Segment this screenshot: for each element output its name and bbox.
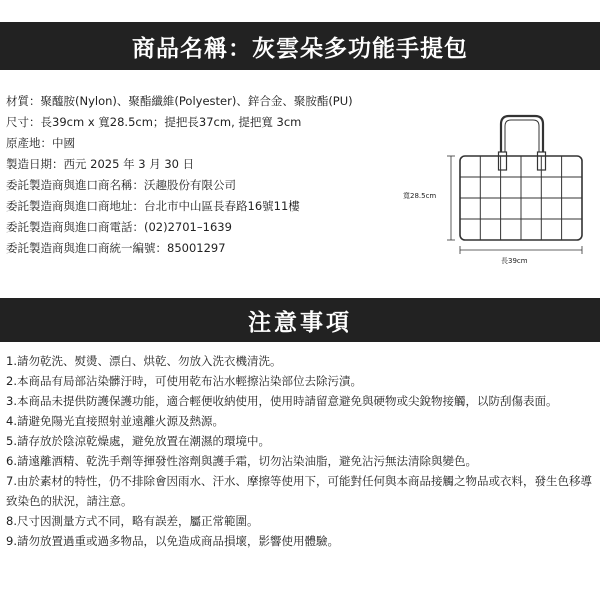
notice-number: 4. bbox=[6, 414, 17, 428]
spec-value: (02)2701–1639 bbox=[144, 220, 232, 234]
notice-item bbox=[6, 471, 596, 511]
spec-label: 委託製造商與進口商名稱： bbox=[6, 178, 144, 192]
spec-list bbox=[6, 94, 426, 262]
spec-origin bbox=[6, 136, 426, 157]
notice-text: 本商品有局部沾染髒汙時，可使用乾布沾水輕擦沾染部位去除污漬。 bbox=[16, 374, 362, 388]
spec-material bbox=[6, 94, 426, 115]
spec-value: 西元 2025 年 3 月 30 日 bbox=[63, 157, 195, 171]
notice-title: 注意事項 bbox=[248, 309, 352, 336]
spec-size bbox=[6, 115, 426, 136]
notice-number: 8. bbox=[6, 514, 17, 528]
notice-text: 由於素材的特性，仍不排除會因雨水、汗水、摩擦等使用下，可能對任何與本商品接觸之物品或衣料，發生色移導致染色的狀況，請注意。 bbox=[6, 474, 592, 508]
spec-company-phone bbox=[6, 220, 426, 241]
notice-number: 3. bbox=[6, 394, 17, 408]
spec-label: 製造日期： bbox=[6, 157, 64, 171]
product-title-banner bbox=[0, 22, 600, 70]
notice-item bbox=[6, 451, 596, 471]
notice-item bbox=[6, 511, 596, 531]
spec-value: 中國 bbox=[52, 136, 75, 150]
notice-number: 6. bbox=[6, 454, 17, 468]
notice-item bbox=[6, 391, 596, 411]
notice-text: 請避免陽光直接照射並遠離火源及熱源。 bbox=[16, 414, 224, 428]
spec-value: 85001297 bbox=[167, 241, 226, 255]
spec-label: 委託製造商與進口商地址： bbox=[6, 199, 144, 213]
bag-dimension-figure bbox=[400, 110, 600, 270]
notice-number: 7. bbox=[6, 474, 17, 488]
spec-value: 台北市中山區長春路16號11樓 bbox=[144, 199, 300, 213]
notice-text: 本商品未提供防護保護功能，適合輕便收納使用，使用時請留意避免與硬物或尖銳物接觸，以防刮傷表面。 bbox=[16, 394, 558, 408]
product-title: 商品名稱：灰雲朵多功能手提包 bbox=[132, 35, 468, 62]
notice-title-banner bbox=[0, 298, 600, 342]
spec-label: 材質： bbox=[6, 94, 41, 108]
spec-company-address bbox=[6, 199, 426, 220]
notice-item bbox=[6, 531, 596, 551]
spec-company-tax-id bbox=[6, 241, 426, 262]
notice-number: 5. bbox=[6, 434, 17, 448]
notice-number: 9. bbox=[6, 534, 17, 548]
height-dimension-label: 寬28.5cm bbox=[403, 192, 437, 200]
spec-value: 長39cm x 寬28.5cm；提把長37cm, 提把寬 3cm bbox=[40, 115, 302, 129]
bag-outline-icon bbox=[400, 110, 600, 270]
notice-item bbox=[6, 411, 596, 431]
notice-text: 請勿放置過重或過多物品，以免造成商品損壞，影響使用體驗。 bbox=[16, 534, 339, 548]
width-dimension-label: 長39cm bbox=[501, 257, 528, 265]
spec-value: 聚醯胺(Nylon)、聚酯纖維(Polyester)、鋅合金、聚胺酯(PU) bbox=[40, 94, 353, 108]
notice-list bbox=[6, 351, 596, 551]
notice-item bbox=[6, 351, 596, 371]
notice-number: 1. bbox=[6, 354, 17, 368]
spec-manufacture-date bbox=[6, 157, 426, 178]
spec-label: 委託製造商與進口商電話： bbox=[6, 220, 144, 234]
notice-text: 尺寸因測量方式不同，略有誤差，屬正常範圍。 bbox=[16, 514, 259, 528]
spec-label: 原產地： bbox=[6, 136, 52, 150]
spec-value: 沃趣股份有限公司 bbox=[144, 178, 236, 192]
spec-label: 委託製造商與進口商統一編號： bbox=[6, 241, 167, 255]
notice-text: 請遠離酒精、乾洗手劑等揮發性溶劑與護手霜，切勿沾染油脂，避免沾污無法清除與變色。 bbox=[16, 454, 477, 468]
spec-label: 尺寸： bbox=[6, 115, 41, 129]
notice-item bbox=[6, 431, 596, 451]
notice-text: 請勿乾洗、熨燙、漂白、烘乾、勿放入洗衣機清洗。 bbox=[16, 354, 282, 368]
spec-company-name bbox=[6, 178, 426, 199]
notice-number: 2. bbox=[6, 374, 17, 388]
notice-item bbox=[6, 371, 596, 391]
notice-text: 請存放於陰涼乾燥處，避免放置在潮濕的環境中。 bbox=[16, 434, 270, 448]
